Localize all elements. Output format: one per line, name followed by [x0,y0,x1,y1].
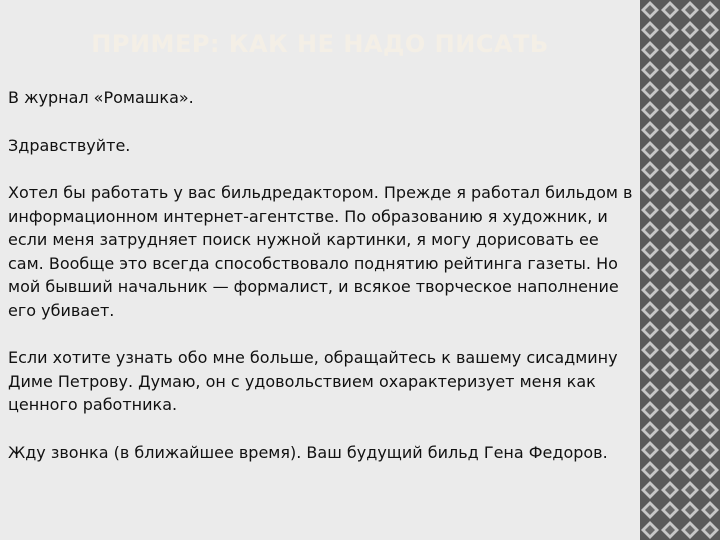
paragraph-greeting: Здравствуйте. [8,135,131,155]
paragraph-main: Хотел бы работать у вас бильдредактором. Прежде я работал бильдом в информационном интернет-агентстве. По образованию я художник, и если меня затрудняет поиск нужной картинки, я могу дорисовать ее сам. Вообще это всегда способствовало поднятию рейтинга газеты. Но мой бывший начальник — формалист, и всякое творческое наполнение его убивает. [8,183,633,320]
slide-title: ПРИМЕР: КАК НЕ НАДО ПИСАТЬ [91,30,549,58]
paragraph-contact: Если хотите узнать обо мне больше, обращайтесь к вашему сисадмину Диме Петрову. Думаю, он с удовольствием охарактеризует меня как ценного работника. [8,348,618,414]
paragraph-addressee: В журнал «Ромашка». [8,88,194,107]
decorative-diamond-pattern [640,0,720,540]
paragraph-closing: Жду звонка (в ближайшее время). Ваш будущий бильд Гена Федоров. [8,442,608,462]
slide-body [8,86,636,488]
